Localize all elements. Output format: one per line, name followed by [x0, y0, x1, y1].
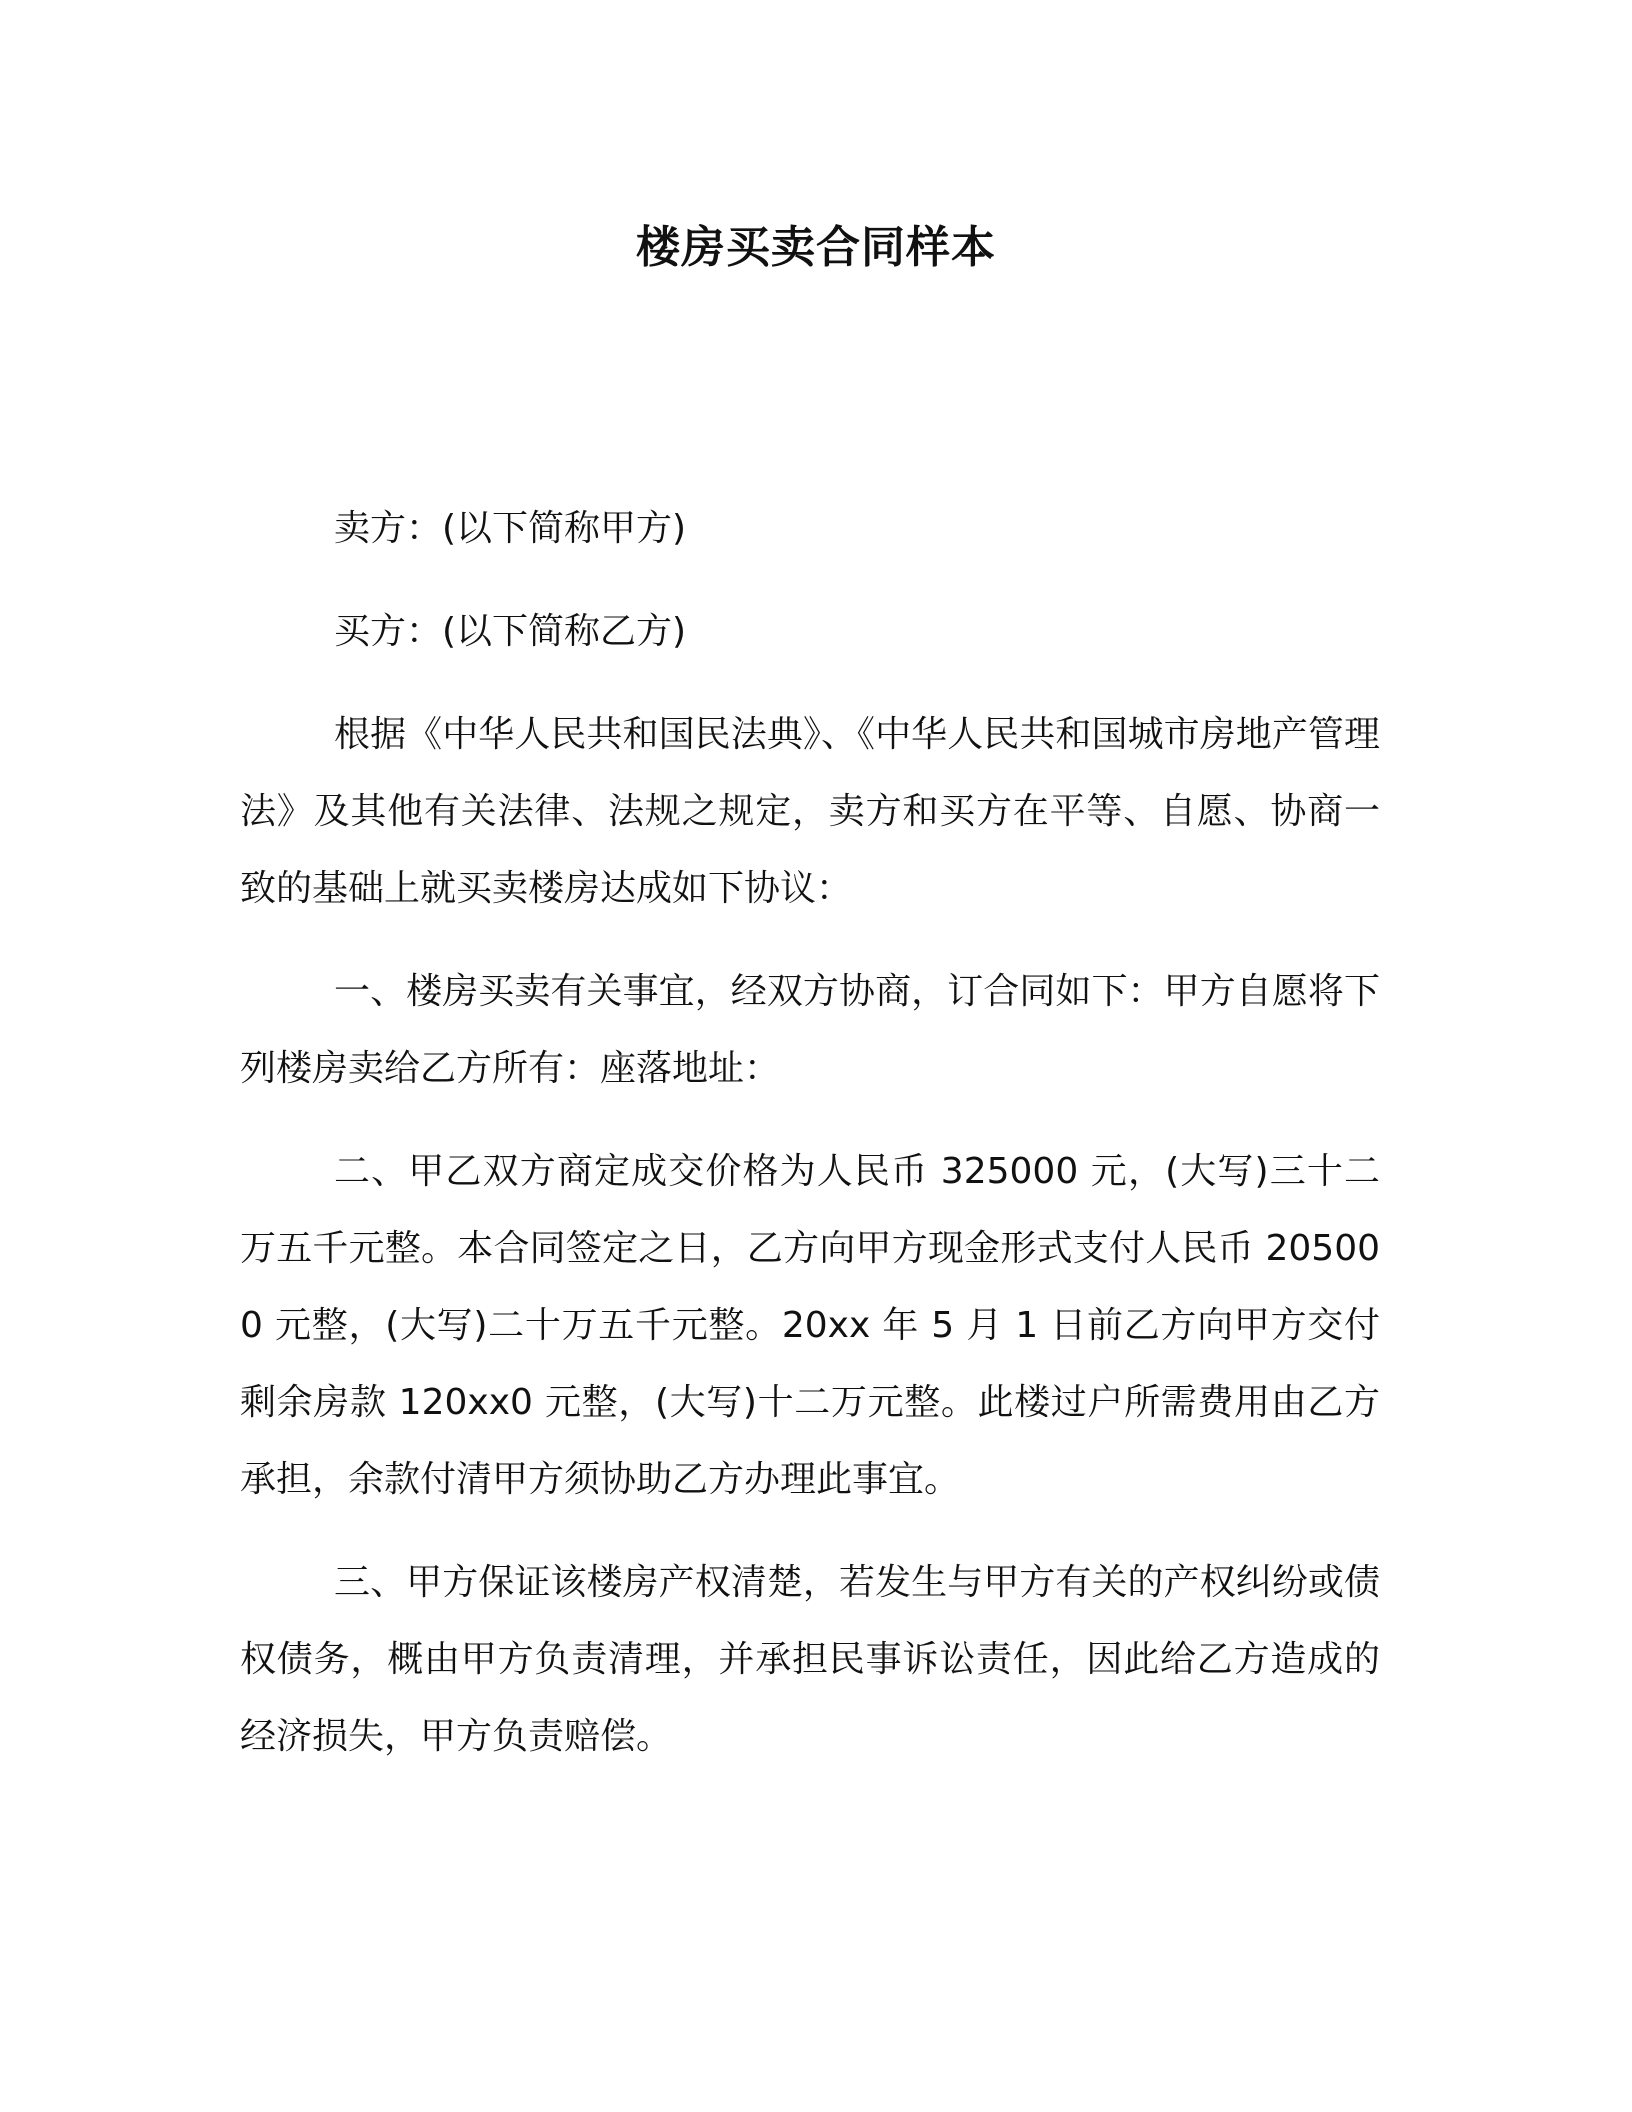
seller-line: 卖方：(以下简称甲方): [334, 508, 687, 549]
document-title: 楼房买卖合同样本: [636, 222, 996, 273]
preamble-paragraph: 根据《中华人民共和国民法典》、《中华人民共和国城市房地产管理法》及其他有关法律、法规之规定，卖方和买方在平等、自愿、协商一致的基础上就买卖楼房达成如下协议：: [240, 714, 1380, 909]
clause-3-paragraph: 三、甲方保证该楼房产权清楚，若发生与甲方有关的产权纠纷或债权债务，概由甲方负责清理，并承担民事诉讼责任，因此给乙方造成的经济损失，甲方负责赔偿。: [240, 1562, 1380, 1757]
clause-2-paragraph: 二、甲乙双方商定成交价格为人民币 325000 元，(大写)三十二万五千元整。本合同签定之日，乙方向甲方现金形式支付人民币 205000 元整，(大写)二十万五千元整。20xx 年 5 月 1 日前乙方向甲方交付剩余房款 120xx0 元整，(大写)十二万元整。此楼过户所需费用由乙方承担，余款付清甲方须协助乙方办理此事宜。: [240, 1151, 1380, 1500]
buyer-line: 买方：(以下简称乙方): [334, 611, 687, 652]
document-body: [240, 490, 1380, 1801]
clause-1-paragraph: 一、楼房买卖有关事宜，经双方协商，订合同如下：甲方自愿将下列楼房卖给乙方所有：座落地址：: [240, 971, 1380, 1089]
